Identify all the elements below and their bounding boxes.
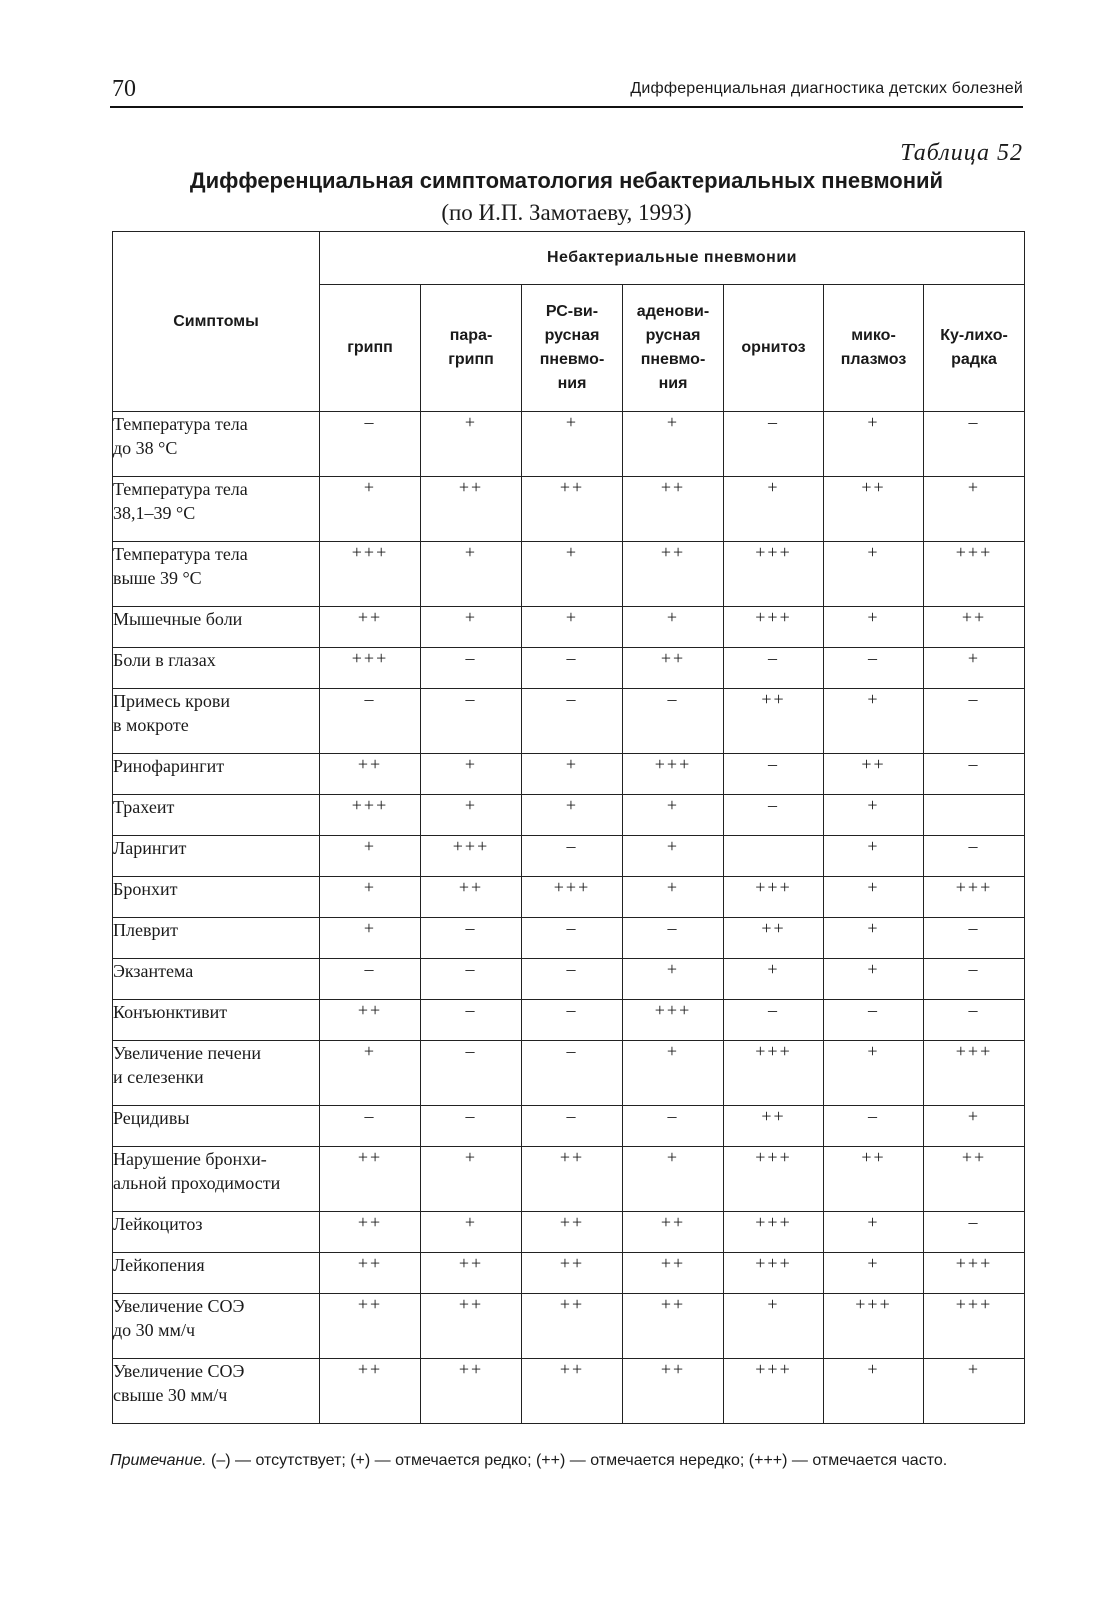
value-cell: +++ (623, 1000, 724, 1041)
symptom-cell (113, 754, 320, 795)
symptom-cell (113, 1294, 320, 1359)
value-cell: ++ (421, 1359, 522, 1424)
symptom-cell (113, 1253, 320, 1294)
table-row (113, 648, 1025, 689)
value-cell: – (824, 1000, 924, 1041)
value-cell: ++ (320, 1294, 421, 1359)
value-cell: + (623, 877, 724, 918)
value-cell: ++ (522, 1147, 623, 1212)
table-row (113, 754, 1025, 795)
column-header (824, 285, 924, 412)
column-header-line: грипп (448, 351, 494, 368)
value-cell: +++ (924, 1294, 1025, 1359)
value-cell: + (824, 918, 924, 959)
value-cell: ++ (320, 1359, 421, 1424)
value-cell: +++ (724, 542, 824, 607)
table-row (113, 477, 1025, 542)
symptom-cell (113, 918, 320, 959)
column-header-line: русная (645, 327, 701, 344)
value-cell: ++ (724, 1106, 824, 1147)
value-cell: – (623, 689, 724, 754)
value-cell: ++ (421, 1294, 522, 1359)
value-cell: – (421, 1041, 522, 1106)
value-cell: ++ (320, 607, 421, 648)
symptom-cell (113, 477, 320, 542)
table-row (113, 412, 1025, 477)
symptom-line: Плеврит (113, 920, 178, 940)
table-row (113, 959, 1025, 1000)
symptom-cell (113, 877, 320, 918)
value-cell: + (421, 1212, 522, 1253)
value-cell: – (522, 1000, 623, 1041)
value-cell: +++ (320, 648, 421, 689)
value-cell: +++ (320, 795, 421, 836)
value-cell: + (623, 959, 724, 1000)
value-cell: + (623, 1041, 724, 1106)
value-cell: – (320, 959, 421, 1000)
value-cell: + (724, 477, 824, 542)
table-row (113, 1000, 1025, 1041)
column-header-line: мико- (851, 327, 896, 344)
value-cell: + (522, 412, 623, 477)
value-cell: – (824, 1106, 924, 1147)
value-cell: ++ (623, 477, 724, 542)
value-cell: + (824, 1212, 924, 1253)
symptom-cell (113, 1212, 320, 1253)
value-cell: +++ (724, 877, 824, 918)
value-cell (724, 836, 824, 877)
value-cell: – (522, 836, 623, 877)
table-subtitle: (по И.П. Замотаеву, 1993) (441, 200, 692, 225)
symptom-cell (113, 959, 320, 1000)
value-cell: + (522, 795, 623, 836)
value-cell: +++ (522, 877, 623, 918)
value-cell (924, 795, 1025, 836)
column-header (623, 285, 724, 412)
symptom-cell (113, 542, 320, 607)
column-header (320, 285, 421, 412)
symptom-cell (113, 648, 320, 689)
symptom-line: Увеличение СОЭ (113, 1361, 245, 1381)
symptom-line: Температура тела (113, 544, 248, 564)
table-row (113, 877, 1025, 918)
symptom-cell (113, 1359, 320, 1424)
column-header-line: радка (951, 351, 997, 368)
value-cell: ++ (522, 1294, 623, 1359)
value-cell: – (522, 648, 623, 689)
value-cell: + (320, 1041, 421, 1106)
table-row (113, 795, 1025, 836)
value-cell: – (924, 1212, 1025, 1253)
value-cell: + (421, 412, 522, 477)
symptom-cell (113, 1041, 320, 1106)
column-header-line: пара- (449, 327, 493, 344)
value-cell: ++ (824, 1147, 924, 1212)
symptom-line: Ринофарингит (113, 756, 225, 776)
table-row (113, 1253, 1025, 1294)
value-cell: + (724, 1294, 824, 1359)
symptom-line: Трахеит (113, 797, 175, 817)
value-cell: + (924, 1359, 1025, 1424)
value-cell: – (724, 1000, 824, 1041)
value-cell: + (522, 542, 623, 607)
symptom-line: Температура тела (113, 479, 248, 499)
value-cell: +++ (421, 836, 522, 877)
symptom-line: Лейкоцитоз (113, 1214, 203, 1234)
table-title: Дифференциальная симптоматология небактериальных пневмоний (189, 168, 944, 193)
value-cell: – (623, 918, 724, 959)
value-cell: ++ (623, 1294, 724, 1359)
note-label: Примечание. (110, 1452, 207, 1469)
group-header: Небактериальные пневмонии (320, 232, 1025, 285)
value-cell: – (320, 689, 421, 754)
value-cell: + (824, 542, 924, 607)
value-cell: ++ (824, 754, 924, 795)
symptom-line: альной проходимости (113, 1173, 281, 1193)
value-cell: ++ (824, 477, 924, 542)
value-cell: + (421, 795, 522, 836)
value-cell: ++ (623, 542, 724, 607)
value-cell: + (824, 959, 924, 1000)
value-cell: + (421, 754, 522, 795)
symptom-line: Нарушение бронхи- (113, 1149, 267, 1169)
value-cell: ++ (421, 477, 522, 542)
value-cell: ++ (924, 1147, 1025, 1212)
symptom-line: и селезенки (113, 1067, 204, 1087)
value-cell: + (522, 607, 623, 648)
value-cell: + (623, 795, 724, 836)
value-cell: +++ (824, 1294, 924, 1359)
table-row (113, 918, 1025, 959)
value-cell: + (724, 959, 824, 1000)
symptom-cell (113, 412, 320, 477)
symptom-line: Лейкопения (113, 1255, 205, 1275)
symptoms-header: Симптомы (113, 232, 320, 412)
value-cell: + (824, 607, 924, 648)
value-cell: ++ (522, 1253, 623, 1294)
column-header (522, 285, 623, 412)
value-cell: – (522, 1106, 623, 1147)
table-row (113, 689, 1025, 754)
value-cell: + (824, 795, 924, 836)
symptom-line: Увеличение печени (113, 1043, 261, 1063)
value-cell: ++ (522, 1212, 623, 1253)
symptom-cell (113, 1147, 320, 1212)
symptom-line: Увеличение СОЭ (113, 1296, 245, 1316)
symptom-cell (113, 1000, 320, 1041)
column-header (421, 285, 522, 412)
value-cell: ++ (623, 1359, 724, 1424)
running-title: Дифференциальная диагностика детских болезней (630, 80, 1023, 97)
value-cell: ++ (421, 1253, 522, 1294)
value-cell: +++ (724, 1212, 824, 1253)
value-cell: ++ (924, 607, 1025, 648)
value-cell: + (924, 477, 1025, 542)
value-cell: + (320, 836, 421, 877)
value-cell: + (522, 754, 623, 795)
value-cell: + (421, 607, 522, 648)
column-header-line: орнитоз (741, 339, 806, 356)
value-cell: + (824, 877, 924, 918)
header-rule (110, 106, 1023, 108)
symptom-cell (113, 836, 320, 877)
value-cell: +++ (924, 1041, 1025, 1106)
value-cell: + (824, 689, 924, 754)
value-cell: ++ (320, 1212, 421, 1253)
symptom-line: Экзантема (113, 961, 194, 981)
value-cell: + (320, 877, 421, 918)
symptom-line: Мышечные боли (113, 609, 243, 629)
table-row (113, 836, 1025, 877)
symptom-line: Ларингит (113, 838, 187, 858)
value-cell: +++ (320, 542, 421, 607)
value-cell: + (924, 648, 1025, 689)
value-cell: ++ (724, 918, 824, 959)
value-cell: – (824, 648, 924, 689)
value-cell: – (522, 1041, 623, 1106)
column-header-line: ния (658, 375, 688, 392)
value-cell: ++ (522, 477, 623, 542)
value-cell: +++ (724, 1253, 824, 1294)
symptom-line: 38,1–39 °С (113, 503, 196, 523)
value-cell: – (522, 918, 623, 959)
symptom-line: до 38 °С (113, 438, 178, 458)
value-cell: + (623, 412, 724, 477)
value-cell: – (421, 1106, 522, 1147)
table-row (113, 1294, 1025, 1359)
value-cell: – (924, 1000, 1025, 1041)
value-cell: – (924, 959, 1025, 1000)
value-cell: ++ (421, 877, 522, 918)
table-note (110, 1448, 1023, 1474)
table-row (113, 607, 1025, 648)
symptom-line: в мокроте (113, 715, 189, 735)
value-cell: + (421, 542, 522, 607)
symptom-cell (113, 795, 320, 836)
value-cell: – (421, 918, 522, 959)
value-cell: +++ (924, 1253, 1025, 1294)
value-cell: ++ (320, 1000, 421, 1041)
column-header-line: РС-ви- (545, 303, 599, 320)
symptom-line: Примесь крови (113, 691, 231, 711)
column-header (724, 285, 824, 412)
value-cell: + (421, 1147, 522, 1212)
value-cell: – (924, 754, 1025, 795)
value-cell: – (724, 754, 824, 795)
table-row (113, 1106, 1025, 1147)
value-cell: + (320, 477, 421, 542)
symptom-line: Бронхит (113, 879, 178, 899)
table-row (113, 1147, 1025, 1212)
value-cell: + (824, 1359, 924, 1424)
value-cell: ++ (522, 1359, 623, 1424)
symptom-line: Боли в глазах (113, 650, 216, 670)
value-cell: + (623, 836, 724, 877)
value-cell: – (320, 412, 421, 477)
value-cell: – (522, 959, 623, 1000)
symptom-line: свыше 30 мм/ч (113, 1385, 228, 1405)
value-cell: +++ (724, 1359, 824, 1424)
table-body (113, 412, 1025, 1424)
value-cell: – (724, 795, 824, 836)
value-cell: + (824, 836, 924, 877)
value-cell: +++ (724, 1041, 824, 1106)
symptom-line: выше 39 °С (113, 568, 202, 588)
value-cell: +++ (924, 877, 1025, 918)
symptom-cell (113, 1106, 320, 1147)
value-cell: – (522, 689, 623, 754)
column-header-line: ния (557, 375, 587, 392)
value-cell: +++ (724, 607, 824, 648)
value-cell: – (924, 689, 1025, 754)
symptoms-table (112, 231, 1025, 1424)
column-header-line: русная (544, 327, 600, 344)
value-cell: – (724, 648, 824, 689)
table-row (113, 1041, 1025, 1106)
value-cell: – (421, 1000, 522, 1041)
column-header-line: аденови- (636, 303, 710, 320)
value-cell: – (320, 1106, 421, 1147)
symptom-line: Конъюнктивит (113, 1002, 228, 1022)
value-cell: – (421, 648, 522, 689)
column-header-line: пневмо- (539, 351, 605, 368)
column-header-line: пневмо- (640, 351, 706, 368)
value-cell: – (421, 959, 522, 1000)
table-row (113, 542, 1025, 607)
page-number: 70 (112, 76, 136, 102)
value-cell: + (623, 1147, 724, 1212)
symptom-line: Рецидивы (113, 1108, 190, 1128)
value-cell: ++ (320, 754, 421, 795)
value-cell: – (623, 1106, 724, 1147)
symptom-cell (113, 607, 320, 648)
value-cell: + (320, 918, 421, 959)
column-header-line: Ку-лихо- (940, 327, 1008, 344)
value-cell: – (421, 689, 522, 754)
value-cell: – (924, 918, 1025, 959)
column-header (924, 285, 1025, 412)
value-cell: – (924, 412, 1025, 477)
column-header-line: грипп (347, 339, 393, 356)
note-text: (–) — отсутствует; (+) — отмечается редко; (++) — отмечается нередко; (+++) — отмечается часто. (206, 1452, 948, 1469)
value-cell: +++ (724, 1147, 824, 1212)
value-cell: + (924, 1106, 1025, 1147)
value-cell: ++ (320, 1147, 421, 1212)
value-cell: + (824, 1253, 924, 1294)
symptom-line: до 30 мм/ч (113, 1320, 195, 1340)
value-cell: ++ (724, 689, 824, 754)
value-cell: – (924, 836, 1025, 877)
table-row (113, 1212, 1025, 1253)
value-cell: + (824, 412, 924, 477)
value-cell: + (824, 1041, 924, 1106)
value-cell: – (724, 412, 824, 477)
column-header-line: плазмоз (840, 351, 907, 368)
value-cell: +++ (924, 542, 1025, 607)
table-label: Таблица 52 (900, 140, 1023, 166)
value-cell: +++ (623, 754, 724, 795)
symptom-cell (113, 689, 320, 754)
value-cell: ++ (623, 648, 724, 689)
symptom-line: Температура тела (113, 414, 248, 434)
value-cell: ++ (623, 1212, 724, 1253)
table-row (113, 1359, 1025, 1424)
value-cell: + (623, 607, 724, 648)
value-cell: ++ (623, 1253, 724, 1294)
value-cell: ++ (320, 1253, 421, 1294)
